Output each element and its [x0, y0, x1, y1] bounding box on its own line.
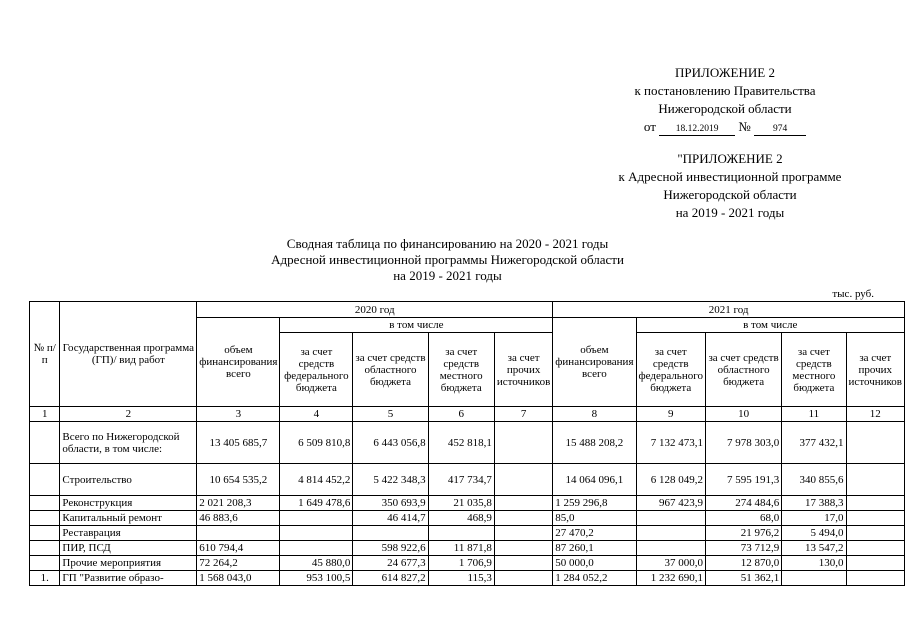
value-cell: 45 880,0	[280, 556, 353, 571]
value-cell: 6 509 810,8	[280, 422, 353, 464]
value-cell: 46 883,6	[197, 511, 280, 526]
row-number	[30, 526, 60, 541]
value-cell: 953 100,5	[280, 571, 353, 586]
value-cell: 2 021 208,3	[197, 496, 280, 511]
value-cell	[197, 526, 280, 541]
value-cell: 72 264,2	[197, 556, 280, 571]
value-cell: 350 693,9	[353, 496, 428, 511]
decree-header	[600, 64, 850, 136]
value-cell	[280, 541, 353, 556]
value-cell: 46 414,7	[353, 511, 428, 526]
value-cell: 17,0	[782, 511, 846, 526]
value-cell	[280, 511, 353, 526]
including-2020-header: в том числе	[280, 318, 553, 333]
value-cell: 7 132 473,1	[636, 422, 705, 464]
row-number	[30, 464, 60, 496]
value-cell: 7 595 191,3	[705, 464, 781, 496]
value-cell: 130,0	[782, 556, 846, 571]
value-cell: 27 470,2	[553, 526, 636, 541]
value-cell: 340 855,6	[782, 464, 846, 496]
decree-date-line	[600, 118, 850, 136]
column-number-row	[30, 407, 905, 422]
row-number	[30, 541, 60, 556]
value-cell: 50 000,0	[553, 556, 636, 571]
decree-number: 974	[754, 123, 806, 136]
value-cell	[782, 571, 846, 586]
value-cell	[846, 464, 904, 496]
value-cell	[846, 526, 904, 541]
column-number: 11	[782, 407, 846, 422]
table-row	[30, 541, 905, 556]
value-cell: 598 922,6	[353, 541, 428, 556]
value-cell: 17 388,3	[782, 496, 846, 511]
financing-table	[29, 301, 905, 586]
value-cell: 6 128 049,2	[636, 464, 705, 496]
value-cell: 274 484,6	[705, 496, 781, 511]
value-cell	[494, 422, 552, 464]
row-label: Реконструкция	[60, 496, 197, 511]
value-cell	[846, 556, 904, 571]
decree-line: к постановлению Правительства	[634, 83, 816, 98]
regional-2020-header: за счет средств областного бюджета	[353, 333, 428, 407]
row-label: Прочие мероприятия	[60, 556, 197, 571]
other-2021-header: за счет прочих источников	[846, 333, 904, 407]
program-appendix-years: на 2019 - 2021 годы	[675, 205, 785, 220]
value-cell: 68,0	[705, 511, 781, 526]
table-row	[30, 526, 905, 541]
value-cell	[846, 511, 904, 526]
row-number	[30, 556, 60, 571]
year-2020-header: 2020 год	[197, 302, 553, 318]
col-program-header: Государственная программа (ГП)/ вид работ	[60, 302, 197, 407]
decree-from-label: от	[643, 119, 656, 134]
title-line-2: Адресной инвестиционной программы Нижегородской области	[271, 252, 624, 267]
table-row	[30, 511, 905, 526]
decree-appendix-title: ПРИЛОЖЕНИЕ 2	[675, 65, 775, 80]
value-cell: 12 870,0	[705, 556, 781, 571]
local-2020-header: за счет средств местного бюджета	[428, 333, 494, 407]
row-label: ГП "Развитие образо-	[60, 571, 197, 586]
value-cell	[494, 541, 552, 556]
federal-2021-header: за счет средств федерального бюджета	[636, 333, 705, 407]
value-cell: 37 000,0	[636, 556, 705, 571]
other-2020-header: за счет прочих источников	[494, 333, 552, 407]
value-cell: 1 259 296,8	[553, 496, 636, 511]
column-number: 2	[60, 407, 197, 422]
col-number-header: № п/п	[30, 302, 60, 407]
federal-2020-header: за счет средств федерального бюджета	[280, 333, 353, 407]
value-cell: 417 734,7	[428, 464, 494, 496]
column-number: 8	[553, 407, 636, 422]
value-cell: 610 794,4	[197, 541, 280, 556]
value-cell: 5 422 348,3	[353, 464, 428, 496]
decree-date: 18.12.2019	[659, 123, 735, 136]
value-cell: 14 064 096,1	[553, 464, 636, 496]
value-cell: 85,0	[553, 511, 636, 526]
column-number: 6	[428, 407, 494, 422]
row-number	[30, 422, 60, 464]
value-cell: 4 814 452,2	[280, 464, 353, 496]
value-cell: 73 712,9	[705, 541, 781, 556]
value-cell: 13 547,2	[782, 541, 846, 556]
column-number: 3	[197, 407, 280, 422]
column-number: 7	[494, 407, 552, 422]
value-cell	[280, 526, 353, 541]
value-cell: 468,9	[428, 511, 494, 526]
row-label: Капитальный ремонт	[60, 511, 197, 526]
value-cell	[428, 526, 494, 541]
column-number: 1	[30, 407, 60, 422]
decree-number-sign: №	[738, 119, 751, 134]
value-cell: 377 432,1	[782, 422, 846, 464]
title-line-3: на 2019 - 2021 годы	[393, 268, 502, 283]
value-cell: 10 654 535,2	[197, 464, 280, 496]
value-cell: 115,3	[428, 571, 494, 586]
decree-region: Нижегородской области	[658, 101, 792, 116]
value-cell: 5 494,0	[782, 526, 846, 541]
year-2021-header: 2021 год	[553, 302, 905, 318]
value-cell: 6 443 056,8	[353, 422, 428, 464]
value-cell	[636, 511, 705, 526]
column-number: 12	[846, 407, 904, 422]
value-cell: 13 405 685,7	[197, 422, 280, 464]
value-cell	[494, 511, 552, 526]
total-2020-header: объем финансирования всего	[197, 318, 280, 407]
value-cell: 51 362,1	[705, 571, 781, 586]
program-appendix-title: "ПРИЛОЖЕНИЕ 2	[677, 151, 783, 166]
value-cell	[636, 526, 705, 541]
value-cell	[494, 556, 552, 571]
document-title	[160, 236, 735, 284]
value-cell: 21 035,8	[428, 496, 494, 511]
including-2021-header: в том числе	[636, 318, 905, 333]
value-cell: 452 818,1	[428, 422, 494, 464]
value-cell: 967 423,9	[636, 496, 705, 511]
value-cell: 11 871,8	[428, 541, 494, 556]
table-row	[30, 556, 905, 571]
value-cell: 1 232 690,1	[636, 571, 705, 586]
table-row	[30, 422, 905, 464]
column-number: 5	[353, 407, 428, 422]
value-cell	[494, 464, 552, 496]
value-cell: 1 568 043,0	[197, 571, 280, 586]
value-cell: 21 976,2	[705, 526, 781, 541]
value-cell: 7 978 303,0	[705, 422, 781, 464]
value-cell: 1 706,9	[428, 556, 494, 571]
value-cell	[494, 526, 552, 541]
column-number: 10	[705, 407, 781, 422]
column-number: 4	[280, 407, 353, 422]
value-cell	[846, 541, 904, 556]
value-cell: 15 488 208,2	[553, 422, 636, 464]
regional-2021-header: за счет средств областного бюджета	[705, 333, 781, 407]
units-label: тыс. руб.	[832, 288, 874, 300]
value-cell: 24 677,3	[353, 556, 428, 571]
row-label: Строительство	[60, 464, 197, 496]
program-appendix-line: к Адресной инвестиционной программе	[618, 169, 842, 184]
value-cell: 1 284 052,2	[553, 571, 636, 586]
value-cell	[846, 571, 904, 586]
local-2021-header: за счет средств местного бюджета	[782, 333, 846, 407]
total-2021-header: объем финансирования всего	[553, 318, 636, 407]
row-number	[30, 511, 60, 526]
program-appendix-region: Нижегородской области	[663, 187, 797, 202]
value-cell	[494, 571, 552, 586]
row-number: 1.	[30, 571, 60, 586]
value-cell	[846, 496, 904, 511]
program-appendix-header	[590, 150, 870, 222]
row-label: Реставрация	[60, 526, 197, 541]
value-cell	[846, 422, 904, 464]
column-number: 9	[636, 407, 705, 422]
value-cell	[636, 541, 705, 556]
value-cell	[494, 496, 552, 511]
row-number	[30, 496, 60, 511]
value-cell: 1 649 478,6	[280, 496, 353, 511]
row-label: ПИР, ПСД	[60, 541, 197, 556]
table-row	[30, 571, 905, 586]
value-cell: 87 260,1	[553, 541, 636, 556]
table-row	[30, 496, 905, 511]
row-label: Всего по Нижегородской области, в том числе:	[60, 422, 197, 464]
value-cell	[353, 526, 428, 541]
table-row	[30, 464, 905, 496]
value-cell: 614 827,2	[353, 571, 428, 586]
title-line-1: Сводная таблица по финансированию на 2020 - 2021 годы	[286, 236, 609, 251]
